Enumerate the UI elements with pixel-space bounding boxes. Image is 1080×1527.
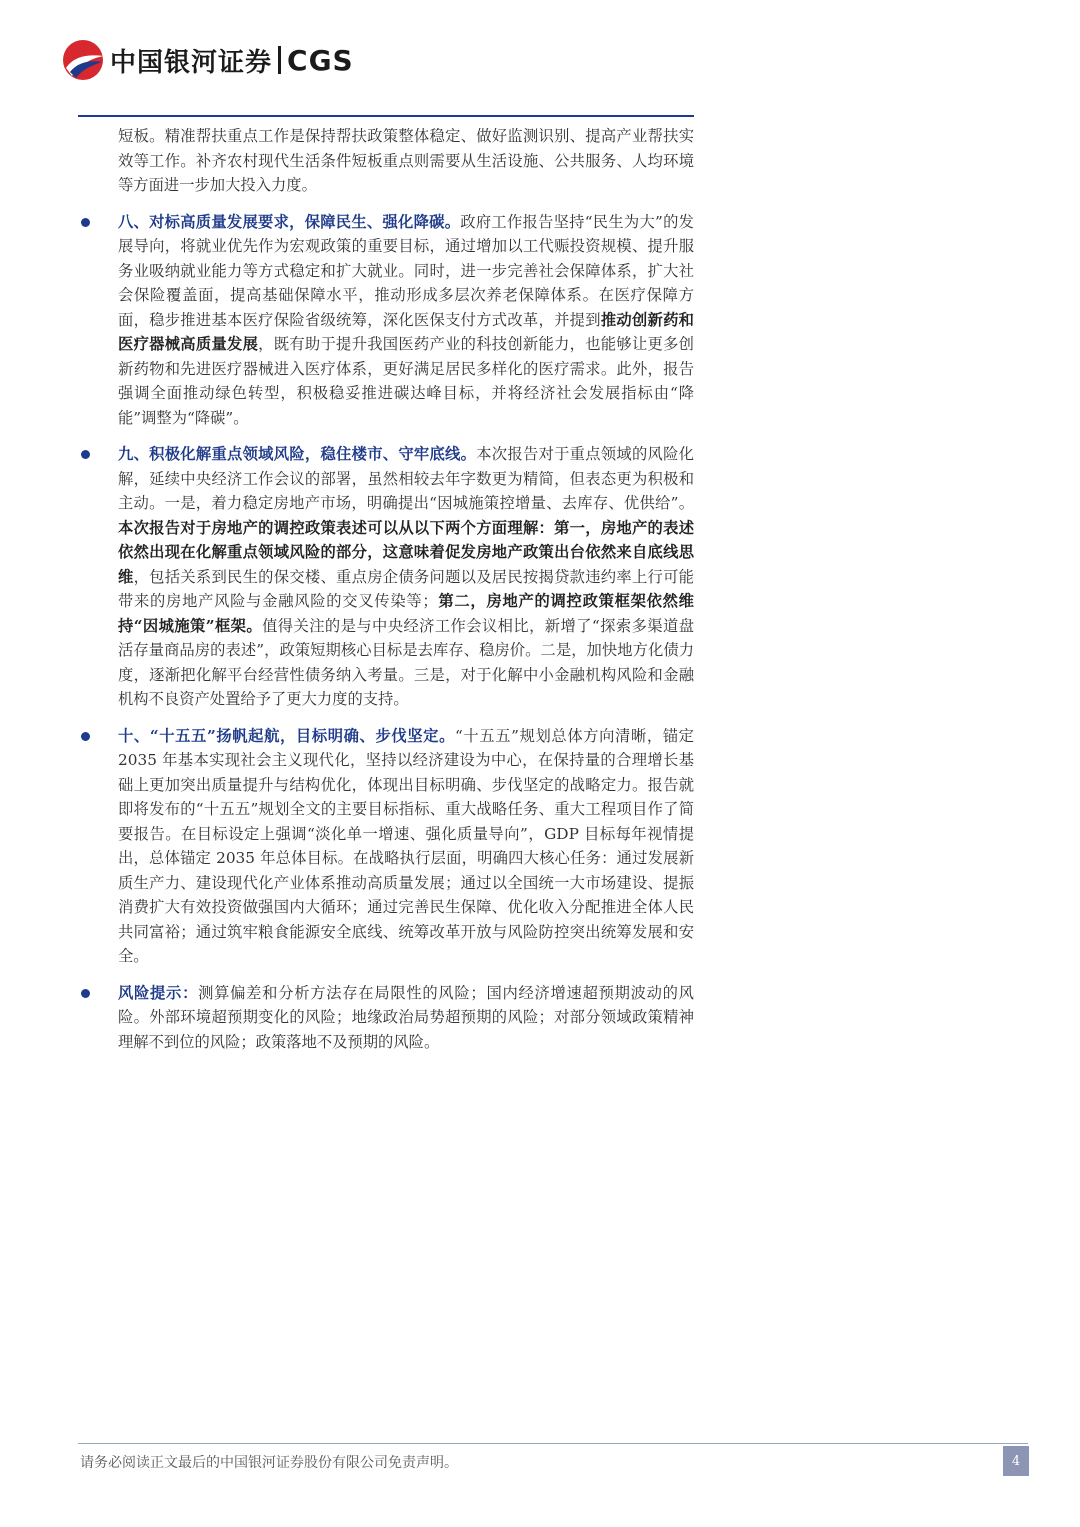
body-text: “十五五”规划总体方向清晰，锚定 2035 年基本实现社会主义现代化，坚持以经济建设为中心，在保持量的合理增长基础上更加突出质量提升与结构优化，体现出目标明确、步伐坚定的战略定力。报告就即将发布的“十五五”规划全文的主要目标指标、重大战略任务、重大工程项目作了简要报告。在目标设定上强调“淡化单一增速、强化质量导向”，GDP 目标每年视情提出，总体锚定 2035 年总体目标。在战略执行层面，明确四大核心任务：通过发展新质生产力、建设现代化产业体系推动高质量发展；通过以全国统一大市场建设、提振消费扩大有效投资做强国内大循环；通过完善民生保障、优化收入分配推进全体人民共同富裕；通过筑牢粮食能源安全底线、统筹改革开放与风险防控突出统筹发展和安全。 <box>118 726 694 965</box>
bullet-paragraph <box>118 724 694 969</box>
body-text: ，既有助于提升我国医药产业的科技创新能力，也能够让更多创新药物和先进医疗器械进入医疗体系，更好满足居民多样化的医疗需求。此外，报告强调全面推动绿色转型，积极稳妥推进碳达峰目标，并将经济社会发展指标由“降能”调整为“降碳”。 <box>118 335 694 427</box>
body-text: 短板。精准帮扶重点工作是保持帮扶政策整体稳定、做好监测识别、提高产业帮扶实效等工作。补齐农村现代生活条件短板重点则需要从生活设施、公共服务、人均环境等方面进一步加大投入力度。 <box>118 127 694 194</box>
continuation-paragraph <box>118 124 694 198</box>
logo-divider <box>278 46 281 74</box>
bullet-dot-icon <box>81 218 90 227</box>
bullet-paragraph <box>118 442 694 712</box>
body-text: ，包括关系到民生的保交楼、重点房企债务问题以及居民按揭贷款违约率上行可能带来的房地产风险与金融风险的交叉传染等； <box>118 567 694 610</box>
section-heading: 八、对标高质量发展要求，保障民生、强化降碳。 <box>118 212 461 231</box>
section-heading: 风险提示： <box>118 983 199 1002</box>
cgs-logo-icon <box>60 38 106 82</box>
body-text: 政府工作报告坚持“民生为大”的发展导向，将就业优先作为宏观政策的重要目标，通过增加以工代赈投资规模、提升服务业吸纳就业能力等方式稳定和扩大就业。同时，进一步完善社会保障体系，扩大社会保险覆盖面，提高基础保障水平，推动形成多层次养老保障体系。在医疗保障方面，稳步推进基本医疗保险省级统筹，深化医保支付方式改革，并提到 <box>118 212 694 329</box>
section-heading: 十、“十五五”扬帆起航，目标明确、步伐坚定。 <box>118 726 455 745</box>
logo-english-name: CGS <box>287 43 354 77</box>
header-divider <box>78 115 694 117</box>
bullet-dot-icon <box>81 989 90 998</box>
bullet-dot-icon <box>81 450 90 459</box>
logo-chinese-name: 中国银河证券 <box>110 47 273 78</box>
emphasis-text: 推动创新药和医疗器械高质量发展 <box>118 310 694 353</box>
bullet-dot-icon <box>81 732 90 741</box>
bullet-paragraph <box>118 210 694 431</box>
brand-logo <box>60 38 354 82</box>
section-heading: 九、积极化解重点领域风险，稳住楼市、守牢底线。 <box>118 445 477 463</box>
emphasis-text: 本次报告对于房地产的调控政策表述可以从以下两个方面理解：第一，房地产的表述依然出现在化解重点领域风险的部分，这意味着促发房地产政策出台依然来自底线思维 <box>118 518 694 586</box>
body-text: 值得关注的是与中央经济工作会议相比，新增了“探索多渠道盘活存量商品房的表述”，政策短期核心目标是去库存、稳房价。二是，加快地方化债力度，逐渐把化解平台经营性债务纳入考量。三是，对于化解中小金融机构风险和金融机构不良资产处置给予了更大力度的支持。 <box>118 616 694 708</box>
footer-disclaimer: 请务必阅读正文最后的中国银河证券股份有限公司免责声明。 <box>80 1455 458 1471</box>
body-text: 测算偏差和分析方法存在局限性的风险；国内经济增速超预期波动的风险。外部环境超预期变化的风险；地缘政治局势超预期的风险；对部分领域政策精神理解不到位的风险；政策落地不及预期的风险。 <box>118 983 694 1051</box>
body-text: 本次报告对于重点领域的风险化解，延续中央经济工作会议的部署，虽然相较去年字数更为精简，但表态更为积极和主动。一是，着力稳定房地产市场，明确提出“因城施策控增量、去库存、优供给”。 <box>118 445 694 512</box>
footer-divider <box>78 1443 1028 1444</box>
emphasis-text: 第二，房地产的调控政策框架依然维持“因城施策”框架。 <box>118 592 694 635</box>
bullet-paragraph <box>118 981 694 1055</box>
page-number: 4 <box>1003 1446 1029 1476</box>
report-body <box>118 124 694 1054</box>
